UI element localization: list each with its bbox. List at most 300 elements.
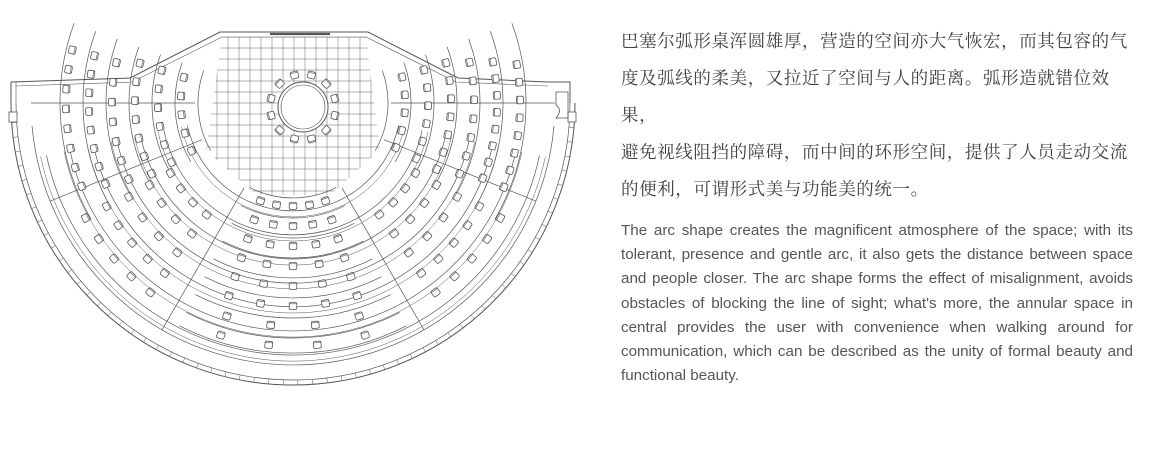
wall-tick	[156, 345, 158, 349]
right-wing-chair	[432, 164, 442, 174]
wall-column-right	[568, 112, 576, 122]
chair-seat	[333, 234, 342, 243]
wall-tick	[567, 142, 572, 143]
wall-tick	[565, 156, 570, 157]
chair-seat	[158, 66, 167, 75]
right-wing-chair	[478, 173, 487, 183]
chair-seat	[484, 158, 493, 167]
chair-seat	[145, 180, 155, 190]
wall-tick	[197, 363, 199, 368]
right-wing-chair	[397, 126, 406, 135]
center-chair	[289, 223, 297, 230]
right-wing-chair	[493, 91, 500, 99]
left-wing-chair	[136, 59, 145, 68]
wall-tick	[108, 312, 111, 316]
left-wing-chair	[167, 157, 177, 167]
left-wing-chair	[158, 66, 167, 75]
left-wing-chair	[63, 85, 70, 93]
chair-seat	[290, 71, 299, 80]
right-wing-chair	[467, 133, 475, 142]
left-wing-chair	[64, 65, 72, 74]
wall-tick	[548, 211, 553, 213]
left-bowl-chair	[145, 287, 155, 297]
center-chair	[272, 201, 281, 209]
center-chair	[346, 272, 355, 281]
left-wing-chair	[178, 111, 186, 119]
table-chair	[290, 71, 299, 80]
table-chair	[321, 125, 331, 135]
wall-tick	[448, 333, 451, 337]
right-bowl-chair	[422, 231, 432, 241]
center-chair	[289, 243, 297, 250]
center-chair	[222, 312, 231, 321]
chair-seat	[354, 312, 363, 321]
chair-seat	[181, 128, 190, 137]
right-bowl-chair	[405, 214, 415, 224]
wall-tick	[558, 184, 563, 185]
wall-tick	[144, 338, 147, 342]
right-wing-chair	[516, 114, 523, 122]
chair-seat	[455, 169, 464, 179]
left-wing-chair	[132, 78, 140, 86]
wall-tick	[341, 376, 342, 381]
chinese-line: 避免视线阻挡的障碍，而中间的环形空间，提供了人员走动交流	[621, 143, 1128, 163]
outer-wall-inner-arc	[16, 103, 293, 380]
center-chair	[354, 312, 363, 321]
wall-tick	[383, 365, 385, 370]
center-chair	[352, 291, 361, 300]
right-wing-chair	[420, 65, 429, 74]
chair-seat	[81, 213, 91, 223]
left-bowl-chair	[166, 168, 176, 178]
center-chair	[256, 196, 265, 205]
chair-seat	[478, 173, 487, 183]
chair-seat	[331, 111, 340, 120]
left-bowl-chair	[127, 238, 137, 248]
right-bowl-chair	[462, 220, 472, 230]
right-wing-chair	[465, 58, 474, 67]
chair-seat	[167, 157, 177, 167]
right-wing-chair	[514, 131, 522, 140]
right-wing-chair	[424, 102, 431, 110]
center-tier-arc	[180, 326, 407, 353]
right-bowl-chair	[431, 180, 441, 190]
right-bowl-chair	[495, 213, 505, 223]
left-wing-chair	[155, 85, 163, 93]
chair-seat	[230, 272, 239, 281]
center-chair	[305, 201, 314, 209]
right-bowl-chair	[388, 197, 398, 207]
center-chair	[327, 215, 336, 224]
left-bowl-chair	[109, 253, 119, 263]
right-wing-chair	[447, 113, 455, 121]
chair-seat	[321, 79, 331, 89]
left-wing-chair	[87, 70, 95, 79]
table-chair	[275, 125, 285, 135]
table-chair	[307, 71, 316, 80]
right-wing-chair	[411, 153, 421, 163]
chair-seat	[360, 331, 369, 340]
seating-row-arc	[164, 130, 422, 234]
chair-seat	[495, 213, 505, 223]
wall-tick	[492, 295, 496, 299]
table-chair	[331, 94, 340, 103]
chair-seat	[275, 125, 285, 135]
chair-seat	[267, 111, 276, 120]
right-wing-chair	[462, 151, 471, 160]
chair-seat	[136, 59, 145, 68]
center-chair	[318, 280, 327, 288]
left-wing-chair	[180, 73, 189, 82]
center-chair	[333, 234, 342, 243]
chair-seat	[249, 215, 258, 224]
left-wing-chair	[108, 98, 115, 106]
wall-tick	[51, 246, 55, 249]
chair-seat	[166, 168, 176, 178]
right-bowl-chair	[482, 234, 492, 244]
wall-tick	[423, 348, 425, 352]
center-chair	[289, 303, 297, 310]
aisle-line	[342, 188, 424, 330]
right-bowl-chair	[433, 254, 443, 264]
right-bowl-chair	[467, 253, 477, 263]
right-wing-chair	[469, 115, 477, 123]
chair-seat	[224, 291, 233, 300]
chair-seat	[290, 135, 299, 144]
left-wing-chair	[64, 125, 72, 133]
left-bowl-chair	[160, 268, 170, 278]
chair-seat	[124, 174, 134, 184]
right-bowl-chair	[438, 212, 448, 222]
chair-seat	[71, 163, 80, 172]
wall-tick	[460, 324, 463, 328]
left-wing-chair	[90, 144, 99, 153]
left-wing-chair	[87, 126, 95, 134]
left-bowl-chair	[143, 254, 153, 264]
chinese-line: 度及弧线的柔美，又拉近了空间与人的距离。弧形造就错位效果，	[621, 69, 1110, 126]
center-chair	[259, 280, 268, 288]
center-chair	[289, 263, 297, 270]
table-chair	[267, 94, 276, 103]
chair-seat	[327, 215, 336, 224]
wall-tick	[32, 207, 37, 209]
wall-tick	[562, 170, 567, 171]
left-wing-tier-arc	[198, 71, 211, 151]
right-wing-chair	[489, 57, 497, 66]
center-chair	[269, 220, 278, 228]
left-wing-chair	[147, 169, 157, 179]
center-chair	[308, 220, 317, 228]
center-chair	[263, 260, 272, 268]
door-icon	[556, 92, 568, 118]
chair-seat	[256, 196, 265, 205]
right-bowl-chair	[449, 238, 459, 248]
center-chair	[267, 321, 275, 329]
table-chair	[331, 111, 340, 120]
left-wing-chair	[124, 174, 134, 184]
chair-seat	[405, 214, 415, 224]
wall-tick	[18, 165, 23, 166]
chair-seat	[452, 192, 462, 202]
wall-tick	[13, 137, 18, 138]
center-chair	[289, 203, 297, 210]
chair-seat	[160, 140, 169, 149]
right-wing-chair	[470, 96, 477, 104]
right-wing-chair	[418, 137, 427, 146]
chair-seat	[275, 79, 285, 89]
center-chair	[224, 291, 233, 300]
table-chair	[321, 79, 331, 89]
wall-tick	[37, 220, 42, 222]
right-wing-chair	[491, 125, 499, 133]
left-wing-chair	[71, 163, 80, 172]
right-bowl-chair	[419, 198, 429, 208]
right-wing-chair	[441, 58, 450, 67]
right-wing-chair	[447, 95, 454, 103]
wall-column-left	[9, 112, 17, 122]
wall-tick	[68, 270, 72, 273]
left-bowl-chair	[172, 247, 182, 257]
right-bowl-chair	[449, 271, 459, 281]
left-wing-chair	[187, 146, 197, 156]
left-bowl-chair	[154, 231, 164, 241]
left-bowl-chair	[176, 183, 186, 193]
wall-tick	[22, 179, 27, 180]
center-chair	[312, 240, 321, 248]
wall-tick	[327, 378, 328, 383]
wall-tick	[239, 375, 240, 380]
left-wing-chair	[135, 134, 144, 143]
chair-seat	[441, 58, 450, 67]
wall-tick	[410, 354, 412, 359]
left-bowl-chair	[126, 271, 136, 281]
center-chair	[216, 331, 225, 340]
chair-seat	[154, 231, 164, 241]
left-wing-chair	[112, 58, 121, 67]
wall-tick	[97, 302, 101, 306]
center-chair	[313, 341, 321, 349]
chair-seat	[499, 182, 508, 192]
chair-seat	[222, 312, 231, 321]
wall-tick	[397, 360, 399, 365]
chair-seat	[422, 231, 432, 241]
chair-seat	[187, 146, 197, 156]
wall-tick	[542, 224, 547, 226]
chair-seat	[420, 65, 429, 74]
wall-tick	[26, 193, 31, 195]
left-wing-chair	[181, 128, 190, 137]
left-bowl-chair	[157, 198, 167, 208]
right-wing-chair	[484, 158, 493, 167]
left-wing-chair	[109, 78, 117, 86]
center-chair	[266, 240, 275, 248]
left-bowl-chair	[113, 220, 123, 230]
left-wing-chair	[117, 156, 126, 165]
left-wing-chair	[112, 137, 120, 146]
left-wing-chair	[86, 89, 93, 97]
left-bowl-chair	[102, 201, 112, 211]
left-wing-chair	[131, 97, 138, 105]
wall-tick	[471, 315, 474, 319]
chair-seat	[432, 164, 442, 174]
right-wing-chair	[422, 119, 430, 128]
chair-seat	[418, 137, 427, 146]
center-chair	[249, 215, 258, 224]
left-wing-chair	[63, 105, 70, 113]
wall-tick	[87, 292, 91, 295]
wall-tick	[369, 369, 370, 374]
left-wing-tier-arc	[129, 47, 151, 185]
right-wing-chair	[398, 72, 407, 81]
left-wing-chair	[109, 118, 117, 126]
chair-seat	[307, 71, 316, 80]
chair-seat	[188, 197, 198, 207]
wall-tick	[502, 285, 506, 288]
right-wing-chair	[455, 169, 464, 179]
right-wing-chair	[401, 109, 409, 117]
left-bowl-chair	[138, 212, 148, 222]
chair-seat	[431, 180, 441, 190]
left-wing-chair	[156, 122, 164, 131]
right-wing-chair	[493, 108, 500, 116]
left-bowl-chair	[81, 213, 91, 223]
chair-seat	[124, 192, 134, 202]
table-chair	[275, 79, 285, 89]
left-bowl-chair	[188, 197, 198, 207]
chair-seat	[321, 196, 330, 205]
chinese-line: 的便利，可谓形式美与功能美的统一。	[621, 180, 929, 200]
chair-seat	[101, 179, 110, 189]
chair-seat	[243, 234, 252, 243]
wall-tick	[520, 262, 524, 265]
wall-tick	[511, 274, 515, 277]
wall-tick	[254, 377, 255, 382]
chair-seat	[147, 169, 157, 179]
chair-seat	[340, 253, 349, 262]
center-chair	[289, 283, 297, 290]
center-chair	[315, 260, 324, 268]
right-wing-chair	[423, 84, 431, 92]
left-wing-chair	[132, 115, 140, 123]
left-bowl-chair	[202, 209, 212, 219]
right-wing-chair	[469, 77, 477, 85]
right-wing-chair	[391, 143, 400, 153]
center-chair	[321, 196, 330, 205]
center-chair	[256, 299, 265, 307]
right-bowl-chair	[400, 183, 410, 193]
chair-seat	[352, 291, 361, 300]
right-wing-chair	[488, 141, 496, 150]
left-bowl-chair	[171, 214, 181, 224]
chair-seat	[391, 143, 400, 153]
right-wing-chair	[516, 96, 523, 104]
wall-tick	[77, 281, 81, 284]
left-wing-chair	[154, 104, 161, 112]
left-bowl-chair	[145, 180, 155, 190]
right-bowl-chair	[430, 287, 440, 297]
wall-tick	[59, 258, 63, 261]
center-chair	[265, 341, 273, 349]
chair-seat	[117, 156, 126, 165]
wall-tick	[44, 233, 48, 235]
description-text	[621, 24, 1133, 388]
center-chair	[237, 253, 246, 262]
chair-seat	[216, 331, 225, 340]
wall-tick	[225, 372, 226, 377]
wall-tick	[183, 358, 185, 363]
right-bowl-chair	[416, 268, 426, 278]
chair-seat	[346, 272, 355, 281]
center-chair	[311, 321, 319, 329]
right-wing-chair	[444, 130, 452, 139]
wall-tick	[119, 321, 122, 325]
chair-seat	[411, 153, 421, 163]
chinese-line: 巴塞尔弧形桌浑圆雄厚，营造的空间亦大气恢宏，而其包容的气	[621, 32, 1128, 52]
right-bowl-chair	[374, 209, 384, 219]
center-chair	[243, 234, 252, 243]
table-chair	[290, 135, 299, 144]
wall-tick	[169, 352, 171, 357]
left-wing-chair	[68, 45, 77, 54]
right-bowl-chair	[389, 228, 399, 238]
outer-wall-arc	[11, 103, 293, 385]
left-wing-chair	[90, 51, 99, 60]
right-bowl-chair	[404, 247, 414, 257]
left-wing-chair	[101, 179, 110, 189]
wall-tick	[355, 373, 356, 378]
chair-seat	[307, 135, 316, 144]
wall-tick	[528, 250, 532, 253]
chair-seat	[331, 94, 340, 103]
chair-seat	[237, 253, 246, 262]
left-wing-chair	[177, 92, 184, 100]
chair-seat	[267, 94, 276, 103]
wall-tick	[535, 237, 539, 239]
wall-tick	[211, 368, 212, 373]
center-tier-arc	[250, 188, 336, 198]
right-wing-chair	[515, 78, 523, 86]
left-bowl-chair	[187, 228, 197, 238]
chair-seat	[102, 201, 112, 211]
right-bowl-chair	[474, 201, 484, 211]
right-wing-chair	[492, 74, 500, 82]
right-wing-tier-arc	[375, 71, 388, 151]
center-chair	[340, 253, 349, 262]
right-wing-chair	[510, 149, 519, 158]
round-table	[278, 82, 328, 132]
left-wing-chair	[95, 162, 104, 171]
english-description: The arc shape creates the magnificent atmosphere of the space; with its tolerant, presence and gentle arc, it also gets the distance between space and people closer. The arc shape forms the effect of misalignment, avoids obstacles of blocking the line of sight; what's more, the annular space in central provides the user with convenience when walking around for communication, which can be described as the unity of formal beauty and functional beauty.	[621, 222, 1133, 385]
outer-wall-inner-arc	[293, 103, 570, 380]
right-wing-chair	[505, 166, 514, 175]
table-chair	[267, 111, 276, 120]
left-bowl-chair	[124, 192, 134, 202]
wall-tick	[553, 198, 558, 200]
chinese-description	[621, 24, 1133, 209]
aisle-line	[162, 188, 244, 330]
center-chair	[230, 272, 239, 281]
center-chair	[360, 331, 369, 340]
wall-tick	[15, 151, 20, 152]
left-wing-chair	[66, 144, 74, 153]
seating-row-arc	[47, 155, 540, 355]
chair-seat	[505, 166, 514, 175]
wall-tick	[482, 306, 485, 310]
chair-seat	[171, 214, 181, 224]
chair-seat	[462, 151, 471, 160]
outer-wall-arc	[293, 103, 575, 385]
left-wing-chair	[86, 108, 93, 116]
